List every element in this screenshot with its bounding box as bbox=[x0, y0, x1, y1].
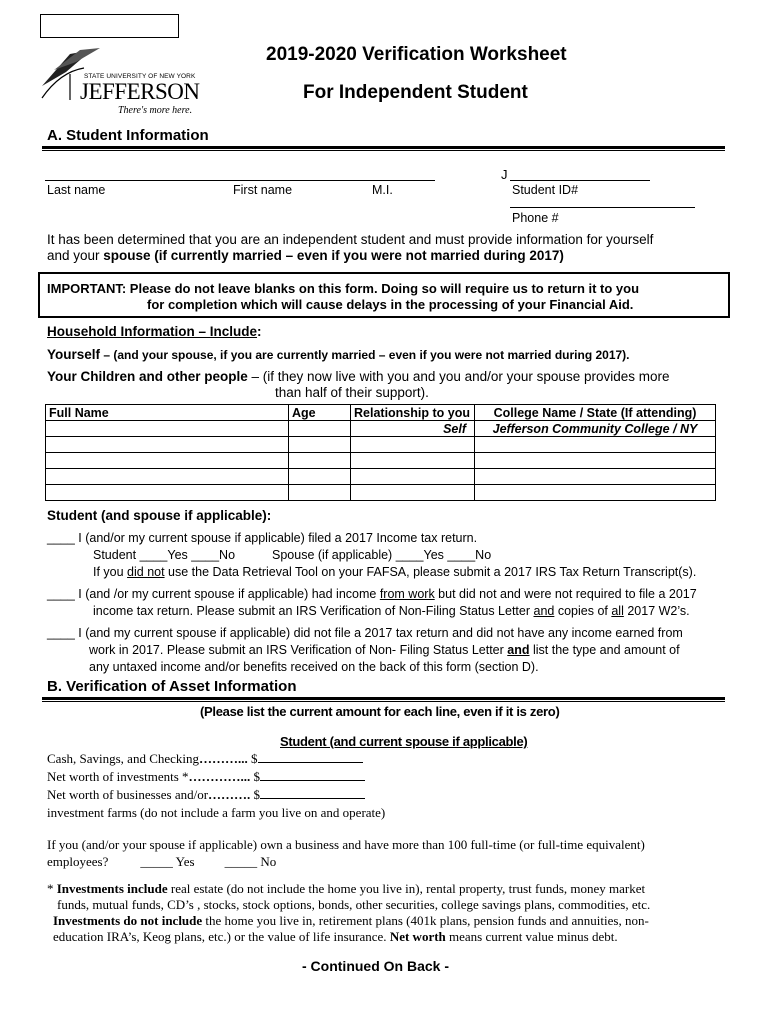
cash-amount-field[interactable] bbox=[258, 762, 363, 763]
business-no-blank[interactable]: _____ No bbox=[224, 854, 277, 869]
student-no-blank[interactable]: ____No bbox=[187, 548, 236, 562]
student-yes-blank[interactable]: ____Yes bbox=[139, 548, 188, 562]
cell-relationship[interactable] bbox=[351, 485, 475, 501]
nonfiler-none-blank[interactable]: ____ bbox=[47, 626, 75, 640]
section-a-heading: A. Student Information bbox=[47, 127, 209, 144]
cell-name[interactable] bbox=[46, 421, 289, 437]
cell-age[interactable] bbox=[289, 437, 351, 453]
business-question: If you (and/or your spouse if applicable) own a business and have more than 100 full-time (or full-time equivalent) employees? _____ Yes _____ No bbox=[47, 837, 645, 869]
household-heading: Household Information – Include: bbox=[47, 324, 262, 339]
table-row bbox=[46, 437, 716, 453]
phone-field[interactable] bbox=[510, 207, 695, 208]
student-status-heading: Student (and spouse if applicable): bbox=[47, 508, 272, 523]
mi-label: M.I. bbox=[372, 183, 393, 197]
col-relationship: Relationship to you bbox=[351, 405, 475, 421]
household-table bbox=[45, 404, 716, 501]
office-use-box[interactable] bbox=[40, 14, 179, 38]
cell-name[interactable] bbox=[46, 453, 289, 469]
continued-footer: - Continued On Back - bbox=[302, 958, 449, 974]
col-full-name: Full Name bbox=[46, 405, 289, 421]
cell-relationship[interactable] bbox=[351, 469, 475, 485]
nonfiler-none-option: ____ I (and my current spouse if applicable) did not file a 2017 tax return and did not have any income earned from work in 2017. Please submit an IRS Verification of Non- Filing Status Letter and list the type and amount of any untaxed income and/or benefits received on the back of this form (section D). bbox=[47, 626, 683, 674]
table-header-row bbox=[46, 405, 716, 421]
yourself-line: Yourself – (and your spouse, if you are currently married – even if you were not married during 2017). bbox=[47, 347, 630, 362]
cell-college[interactable] bbox=[475, 469, 716, 485]
asset-list bbox=[47, 750, 385, 822]
cell-age[interactable] bbox=[289, 453, 351, 469]
col-college: College Name / State (If attending) bbox=[475, 405, 716, 421]
page-subtitle: For Independent Student bbox=[303, 82, 528, 103]
investments-amount-field[interactable] bbox=[260, 780, 365, 781]
filed-option: ____ I (and/or my current spouse if applicable) filed a 2017 Income tax return. Student ____Yes ____No Spouse (if applicable) ____Yes ____No If you did not use the Data Retrieval Tool on your FAFSA, please submit a 2017 IRS Tax Return Transcript(s). bbox=[47, 531, 697, 579]
student-id-field[interactable] bbox=[510, 180, 650, 181]
section-a-rule bbox=[42, 146, 725, 149]
name-field[interactable] bbox=[45, 180, 435, 181]
investments-note: * Investments include real estate (do not include the home you live in), rental property, trust funds, money market funds, mutual funds, CD’s , stocks, stock options, bonds, other securities, college savings plans, commodities, etc. Investments do not include the home you live in, retirement plans (401k plans, pension funds and annuities, non- education IRA’s, Keog plans, etc.) or the value of life insurance. Net worth means current value minus debt. bbox=[47, 881, 651, 944]
important-line-1: IMPORTANT: Please do not leave blanks on this form. Doing so will require us to return it to you bbox=[47, 281, 640, 296]
asset-instruction: (Please list the current amount for each line, even if it is zero) bbox=[200, 704, 560, 719]
logo-tagline: There's more here. bbox=[118, 105, 193, 116]
filed-check-blank[interactable]: ____ bbox=[47, 531, 75, 545]
section-b-heading: B. Verification of Asset Information bbox=[47, 678, 297, 695]
important-line-2: for completion which will cause delays in the processing of your Financial Aid. bbox=[147, 297, 634, 312]
col-age: Age bbox=[289, 405, 351, 421]
cell-age[interactable] bbox=[289, 469, 351, 485]
business-amount-field[interactable] bbox=[260, 798, 365, 799]
table-row bbox=[46, 485, 716, 501]
spouse-yes-blank[interactable]: ____Yes bbox=[395, 548, 444, 562]
nonfiler-work-blank[interactable]: ____ bbox=[47, 587, 75, 601]
children-line: Your Children and other people – (if they now live with you and you and/or your spouse provides more than half of their support). bbox=[47, 369, 670, 400]
intro-text: It has been determined that you are an independent student and must provide information for yourself and your spouse (if currently married – even if you were not married during 2017) bbox=[47, 232, 654, 263]
cell-age[interactable] bbox=[289, 485, 351, 501]
farm-line: investment farms (do not include a farm you live on and operate) bbox=[47, 805, 386, 820]
cell-name[interactable] bbox=[46, 437, 289, 453]
asset-row-investments: Net worth of investments *…………... $ bbox=[47, 768, 385, 786]
phone-label: Phone # bbox=[512, 211, 559, 225]
table-row bbox=[46, 469, 716, 485]
asset-column-heading: Student (and current spouse if applicable) bbox=[280, 734, 528, 749]
student-id-prefix: J bbox=[501, 167, 508, 182]
spouse-no-blank[interactable]: ____No bbox=[443, 548, 492, 562]
logo-name: JEFFERSON bbox=[80, 79, 200, 104]
cell-name[interactable] bbox=[46, 469, 289, 485]
section-b-rule bbox=[42, 697, 725, 700]
cell-college: Jefferson Community College / NY bbox=[475, 421, 716, 437]
logo-top-line: STATE UNIVERSITY OF NEW YORK bbox=[84, 73, 196, 80]
important-box bbox=[38, 272, 730, 318]
cell-relationship[interactable] bbox=[351, 453, 475, 469]
asset-row-businesses: Net worth of businesses and/or………. $ bbox=[47, 786, 385, 804]
nonfiler-work-option: ____ I (and /or my current spouse if applicable) had income from work but did not and were not required to file a 2017 income tax return. Please submit an IRS Verification of Non-Filing Status Letter and copies of all 2017 W2’s. bbox=[47, 587, 697, 618]
business-yes-blank[interactable]: _____ Yes bbox=[140, 854, 195, 869]
page-title: 2019-2020 Verification Worksheet bbox=[266, 44, 567, 65]
table-row bbox=[46, 453, 716, 469]
cell-name[interactable] bbox=[46, 485, 289, 501]
first-name-label: First name bbox=[233, 183, 293, 197]
cell-college[interactable] bbox=[475, 453, 716, 469]
last-name-label: Last name bbox=[47, 183, 106, 197]
cell-relationship[interactable] bbox=[351, 437, 475, 453]
asset-row-cash: Cash, Savings, and Checking………... $ bbox=[47, 750, 385, 768]
cell-age[interactable] bbox=[289, 421, 351, 437]
student-id-label: Student ID# bbox=[512, 183, 579, 197]
cell-college[interactable] bbox=[475, 437, 716, 453]
table-row bbox=[46, 421, 716, 437]
cell-college[interactable] bbox=[475, 485, 716, 501]
cell-relationship: Self bbox=[351, 421, 475, 437]
